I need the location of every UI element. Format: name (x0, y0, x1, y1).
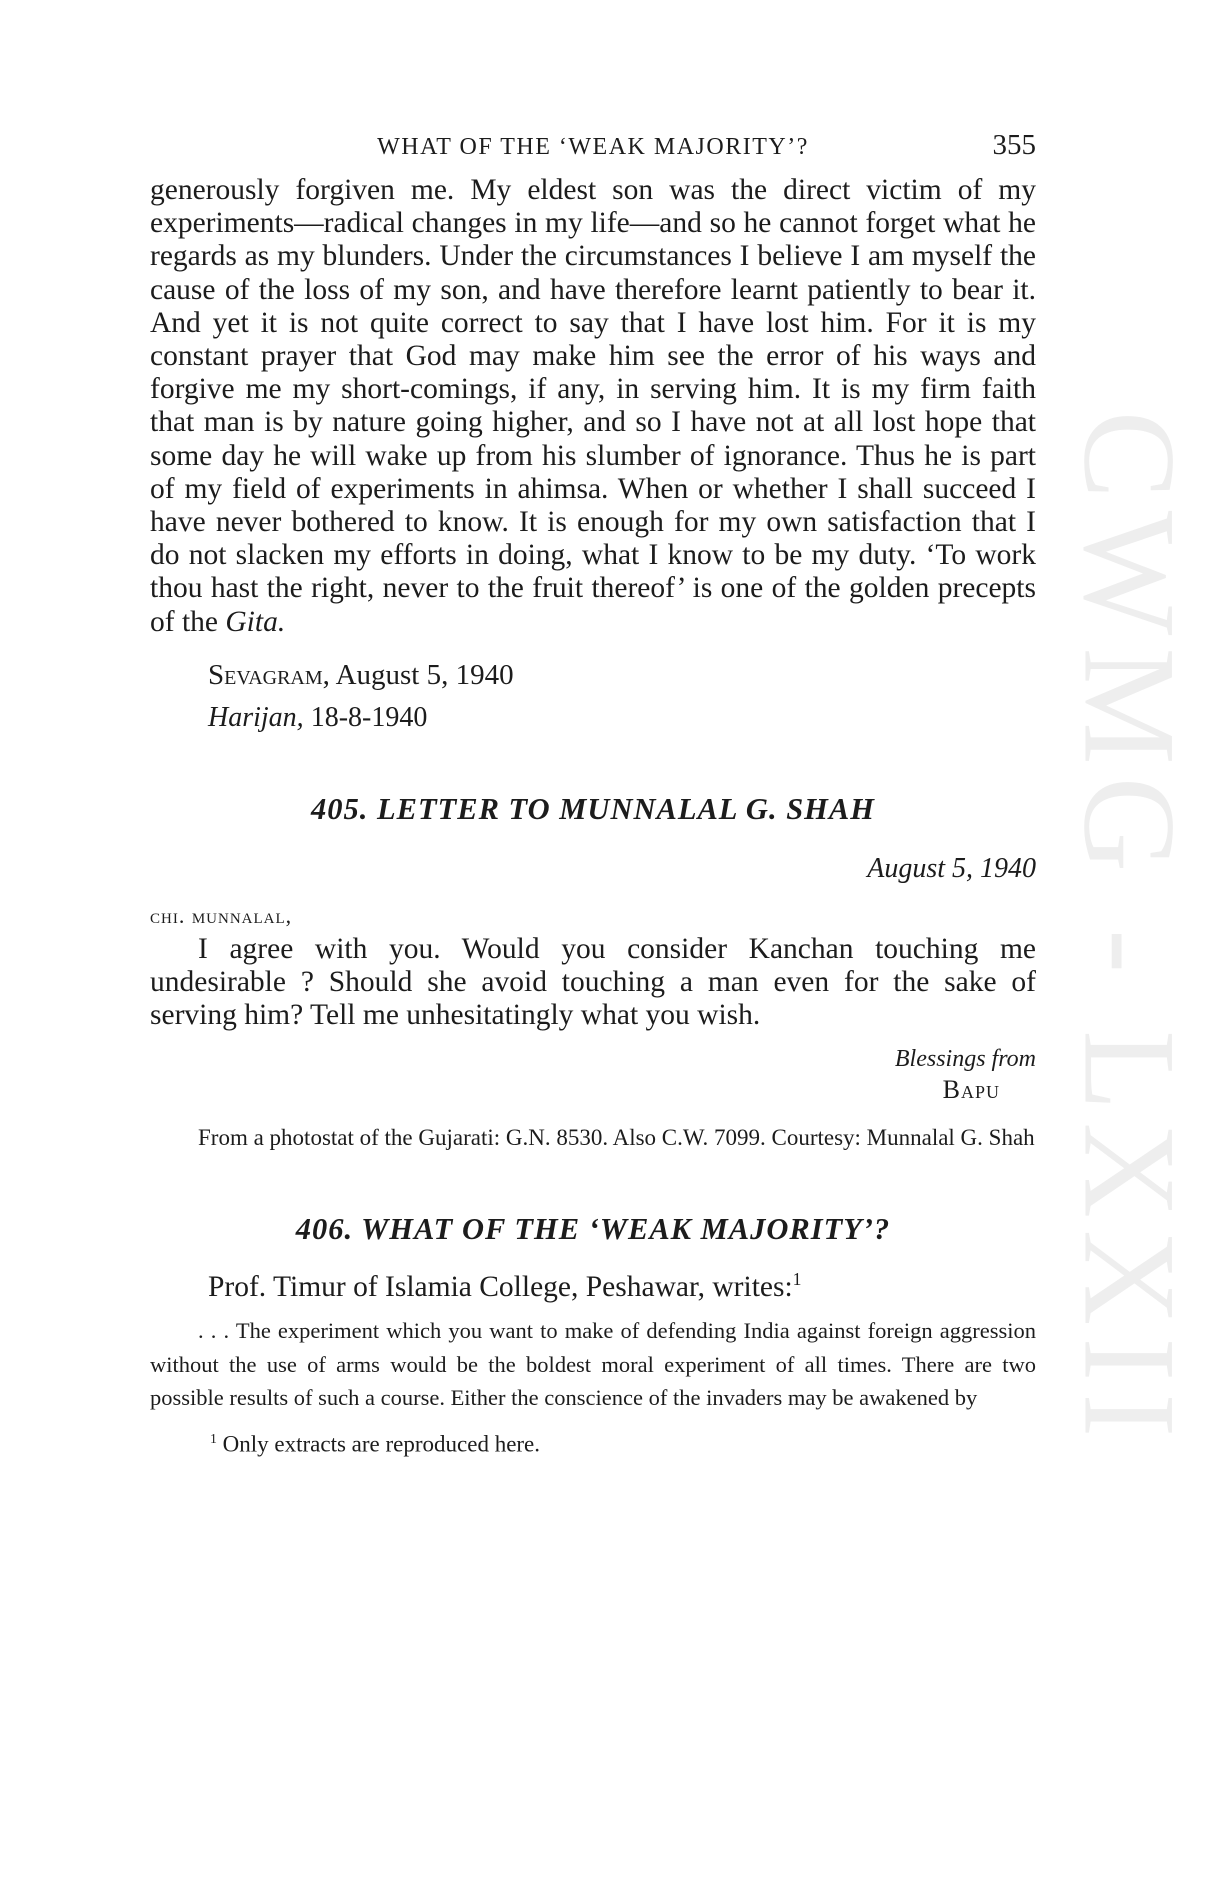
section-406-heading: 406. WHAT OF THE ‘WEAK MAJORITY’? (295, 1212, 891, 1247)
continuation-text: generously forgiven me. My eldest son was the direct victim of my experiments—radical changes in my life—and so he cannot forget what he regards as my blunders. Under the circumstances I believe I am myself the cause of the loss of my son, and have therefore learnt patiently to bear it. And yet it is not quite correct to say that I have lost him. For it is my constant prayer that God may make him see the error of his ways and forgive me my short-comings, if any, in serving him. It is my firm faith that man is by nature going higher, and so I have not at all lost hope that some day he will wake up from his slumber of ignorance. Thus he is part of my field of experiments in ahimsa. When or whether I shall succeed I have never bothered to know. It is enough for my own satisfaction that I do not slacken my efforts in doing, what I know to be my duty. ‘To work thou hast the right, never to the fruit thereof’ is one of the golden precepts of the (150, 174, 1036, 638)
closing: Blessings from (894, 1046, 1036, 1073)
dateline (208, 659, 1036, 692)
section-406-intro (208, 1269, 1036, 1304)
source-date: 18-8-1940 (310, 701, 428, 733)
quote-paragraph: . . . The experiment which you want to make of defending India against foreign aggression without the use of arms would be the boldest moral experiment of all times. There are two possible results of such a course. Either the conscience of the invaders may be awakened by (150, 1318, 1036, 1411)
dateline-date: August 5, 1940 (335, 658, 514, 691)
footnote-text: Only extracts are reproduced here. (222, 1431, 541, 1457)
source-publication: Harijan, (208, 701, 304, 733)
source-note: From a photostat of the Gujarati: G.N. 8530. Also C.W. 7099. Courtesy: Munnalal G. Shah (198, 1125, 1035, 1151)
section-405-heading: 405. LETTER TO MUNNALAL G. SHAH (311, 791, 875, 826)
footnote-ref: 1 (792, 1269, 802, 1290)
watermark: CWMG - LXXII (1056, 410, 1204, 1450)
gita-title: Gita. (225, 605, 286, 638)
letter-date: August 5, 1940 (867, 852, 1036, 884)
signature: Bapu (942, 1075, 1000, 1105)
continuation-paragraph (150, 174, 1036, 639)
letter-body: I agree with you. Would you consider Kanchan touching me undesirable ? Should she avoid touching a man even for the sake of serving him? Tell me unhesitatingly what you wish. (150, 932, 1036, 1032)
page-number: 355 (992, 129, 1036, 161)
running-title: WHAT OF THE ‘WEAK MAJORITY’? (377, 134, 809, 160)
running-head (150, 120, 1036, 164)
dateline-place: Sevagram, (208, 658, 330, 691)
salutation: chi. munnalal, (150, 902, 293, 928)
intro-text: Prof. Timur of Islamia College, Peshawar, writes: (208, 1271, 793, 1304)
footnote (210, 1431, 1036, 1458)
footnote-mark: 1 (210, 1430, 217, 1446)
page (150, 120, 1036, 1457)
source-line (208, 701, 1036, 734)
